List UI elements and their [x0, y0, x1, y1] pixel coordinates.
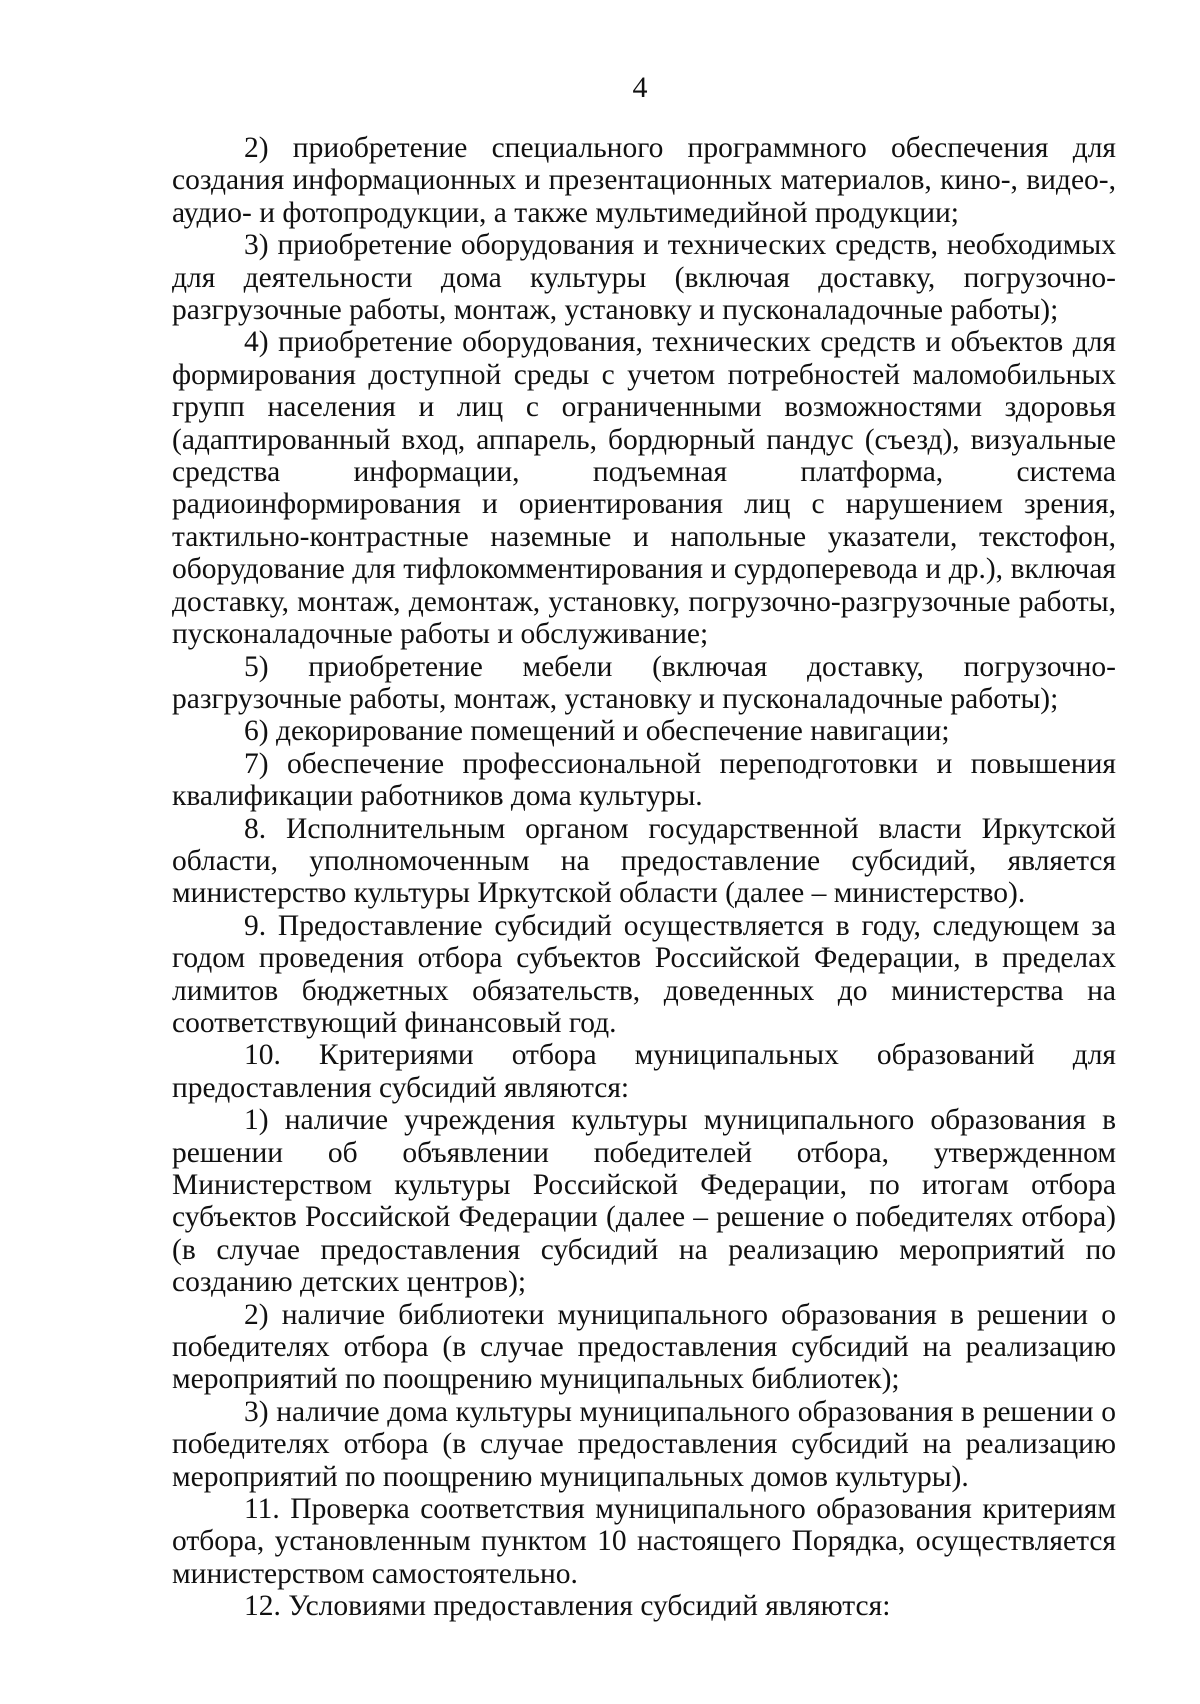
paragraph-item-5: 5) приобретение мебели (включая доставку, погрузочно-разгрузочные работы, монтаж, установку и пусконаладочные работы); — [172, 650, 1116, 715]
paragraph-section-10: 10. Критериями отбора муниципальных образований для предоставления субсидий являются: — [172, 1039, 1116, 1104]
page-number: 4 — [632, 71, 648, 104]
paragraph-item-6: 6) декорирование помещений и обеспечение навигации; — [244, 715, 950, 748]
paragraph-section-12: 12. Условиями предоставления субсидий являются: — [244, 1590, 891, 1623]
paragraph-item-3: 3) приобретение оборудования и технических средств, необходимых для деятельности дома культуры (включая доставку, погрузочно-разгрузочные работы, монтаж, установку и пусконаладочные работы); — [172, 229, 1116, 327]
paragraph-criterion-1: 1) наличие учреждения культуры муниципального образования в решении об объявлении победителей отбора, утвержденном Министерством культуры Российской Федерации, по итогам отбора субъектов Российской Федерации (далее – решение о победителях отбора) (в случае предоставления субсидий на реализацию мероприятий по созданию детских центров); — [172, 1104, 1116, 1299]
paragraph-section-9: 9. Предоставление субсидий осуществляется в году, следующем за годом проведения отбора субъектов Российской Федерации, в пределах лимитов бюджетных обязательств, доведенных до министерства на соответствующий финансовый год. — [172, 909, 1116, 1039]
paragraph-item-2: 2) приобретение специального программного обеспечения для создания информационных и презентационных материалов, кино-, видео-, аудио- и фотопродукции, а также мультимедийной продукции; — [172, 132, 1116, 229]
document-body — [172, 132, 1116, 1623]
paragraph-section-8: 8. Исполнительным органом государственной власти Иркутской области, уполномоченным на предоставление субсидий, является министерство культуры Иркутской области (далее – министерство). — [172, 812, 1116, 910]
paragraph-criterion-3: 3) наличие дома культуры муниципального образования в решении о победителях отбора (в случае предоставления субсидий на реализацию мероприятий по поощрению муниципальных домов культуры). — [172, 1395, 1116, 1493]
paragraph-criterion-2: 2) наличие библиотеки муниципального образования в решении о победителях отбора (в случае предоставления субсидий на реализацию мероприятий по поощрению муниципальных библиотек); — [172, 1298, 1116, 1396]
paragraph-item-4: 4) приобретение оборудования, технических средств и объектов для формирования доступной среды с учетом потребностей маломобильных групп населения и лиц с ограниченными возможностями здоровья (адаптированный вход, аппарель, бордюрный пандус (съезд), визуальные средства информации, подъемная платформа, система радиоинформирования и ориентирования лиц с нарушением зрения, тактильно-контрастные наземные и напольные указатели, текстофон, оборудование для тифлокомментирования и сурдоперевода и др.), включая доставку, монтаж, демонтаж, установку, погрузочно-разгрузочные работы, пусконаладочные работы и обслуживание; — [172, 326, 1116, 651]
paragraph-item-7: 7) обеспечение профессиональной переподготовки и повышения квалификации работников дома культуры. — [172, 747, 1116, 813]
paragraph-section-11: 11. Проверка соответствия муниципального образования критериям отбора, установленным пунктом 10 настоящего Порядка, осуществляется министерством самостоятельно. — [172, 1493, 1116, 1590]
